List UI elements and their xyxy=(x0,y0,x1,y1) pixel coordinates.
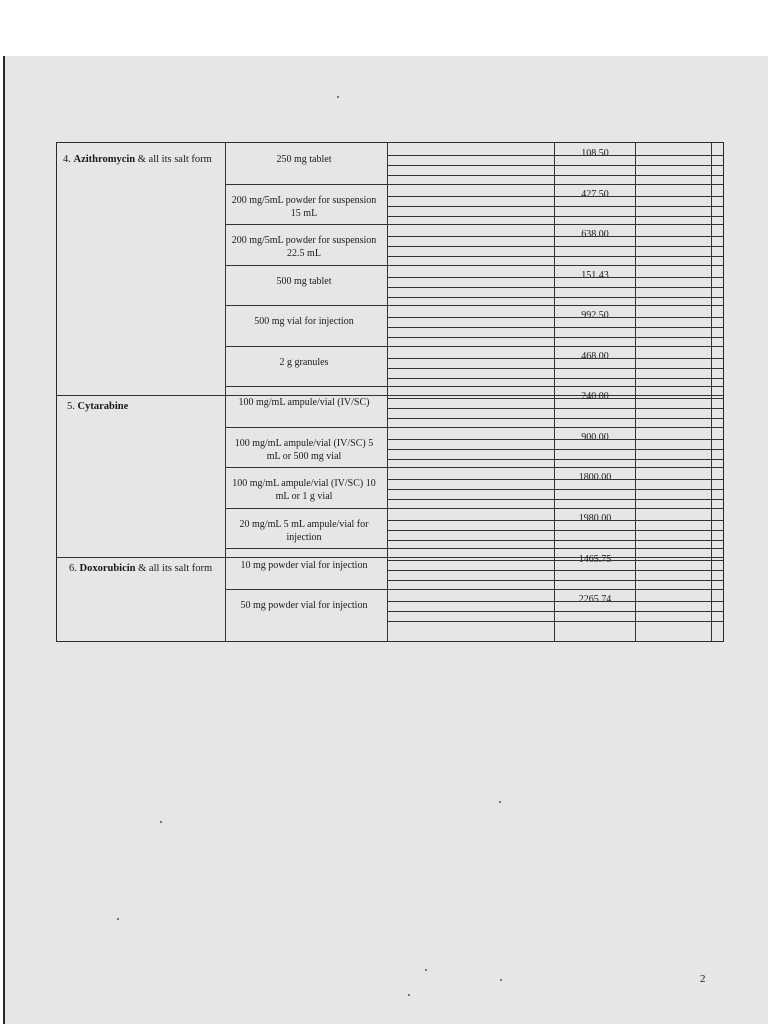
dosage-form: 100 mg/mL ampule/vial (IV/SC) xyxy=(238,397,370,408)
drug-name-cytarabine xyxy=(67,400,227,413)
sub-row-line xyxy=(387,489,723,490)
drug-name-doxorubicin xyxy=(69,562,229,575)
row-divider xyxy=(225,224,723,225)
price: 151.43 xyxy=(581,270,609,281)
drug-name-suffix: & all its salt form xyxy=(138,563,213,574)
sub-row-line xyxy=(387,206,723,207)
sub-row-line xyxy=(387,479,723,480)
sub-row-line xyxy=(387,297,723,298)
dosage-form: 50 mg powder vial for injection xyxy=(240,600,368,611)
page-number: 2 xyxy=(700,973,706,985)
sub-row-line xyxy=(387,317,723,318)
dosage-form: 100 mg/mL ampule/vial (IV/SC) 5 mL or 500 mg vial xyxy=(234,438,374,462)
sub-row-line xyxy=(387,236,723,237)
price: 1800.00 xyxy=(578,472,612,483)
drug-number: 5. xyxy=(67,401,75,412)
dosage-form: 500 mg vial for injection xyxy=(254,316,354,327)
dosage-form: 200 mg/5mL powder for suspension 15 mL xyxy=(231,195,377,219)
dosage-form: 2 g granules xyxy=(279,357,329,368)
sub-row-line xyxy=(387,621,723,622)
price: 427.50 xyxy=(581,189,609,200)
sub-row-line xyxy=(387,256,723,257)
sub-row-line xyxy=(387,601,723,602)
sub-row-line xyxy=(387,530,723,531)
price: 992.50 xyxy=(581,310,609,321)
sub-row-line xyxy=(387,277,723,278)
sub-row-line xyxy=(387,580,723,581)
row-divider xyxy=(225,386,723,387)
drug-number: 6. xyxy=(69,563,77,574)
sub-row-line xyxy=(387,398,723,399)
price: 468.00 xyxy=(581,351,609,362)
price: 1980.00 xyxy=(578,513,612,524)
drug-name: Azithromycin xyxy=(73,154,136,165)
sub-row-line xyxy=(387,570,723,571)
sub-row-line xyxy=(387,165,723,166)
price: 240.00 xyxy=(581,391,609,402)
sub-row-line xyxy=(387,540,723,541)
dosage-form: 250 mg tablet xyxy=(276,154,332,165)
sub-row-line xyxy=(387,520,723,521)
row-divider xyxy=(225,548,723,549)
sub-row-line xyxy=(387,358,723,359)
drug-name-azithromycin xyxy=(63,153,223,166)
row-divider xyxy=(225,427,723,428)
sub-row-line xyxy=(387,337,723,338)
dosage-form: 200 mg/5mL powder for suspension 22.5 mL xyxy=(231,235,377,259)
sub-row-line xyxy=(387,287,723,288)
drug-name: Cytarabine xyxy=(77,401,129,412)
row-divider xyxy=(225,508,723,509)
price: 900.00 xyxy=(581,432,609,443)
sub-row-line xyxy=(387,611,723,612)
row-divider xyxy=(225,265,723,266)
row-divider xyxy=(225,589,723,590)
sub-row-line xyxy=(387,459,723,460)
sub-row-line xyxy=(387,378,723,379)
dosage-form: 100 mg/mL ampule/vial (IV/SC) 10 mL or 1 g vial xyxy=(232,478,376,502)
drug-name: Doxorubicin xyxy=(79,563,136,574)
sub-row-line xyxy=(387,439,723,440)
drug-price-table xyxy=(56,142,724,642)
drug-name-suffix: & all its salt form xyxy=(137,154,212,165)
price: 638.00 xyxy=(581,229,609,240)
price: 2265.74 xyxy=(578,594,612,605)
sub-row-line xyxy=(387,155,723,156)
sub-row-line xyxy=(387,246,723,247)
row-divider xyxy=(225,346,723,347)
sub-row-line xyxy=(387,408,723,409)
price: 108.50 xyxy=(581,148,609,159)
dosage-form: 500 mg tablet xyxy=(276,276,332,287)
sub-row-line xyxy=(387,499,723,500)
drug-number: 4. xyxy=(63,154,71,165)
sub-row-line xyxy=(387,560,723,561)
price: 1465.75 xyxy=(578,554,612,565)
dosage-form: 20 mg/mL 5 mL ampule/vial for injection xyxy=(239,519,369,543)
row-divider xyxy=(225,467,723,468)
sub-row-line xyxy=(387,175,723,176)
sub-row-line xyxy=(387,216,723,217)
row-divider xyxy=(225,305,723,306)
sub-row-line xyxy=(387,449,723,450)
sub-row-line xyxy=(387,368,723,369)
dosage-form: 10 mg powder vial for injection xyxy=(240,560,368,571)
sub-row-line xyxy=(387,418,723,419)
row-divider xyxy=(225,184,723,185)
sub-row-line xyxy=(387,196,723,197)
sub-row-line xyxy=(387,327,723,328)
